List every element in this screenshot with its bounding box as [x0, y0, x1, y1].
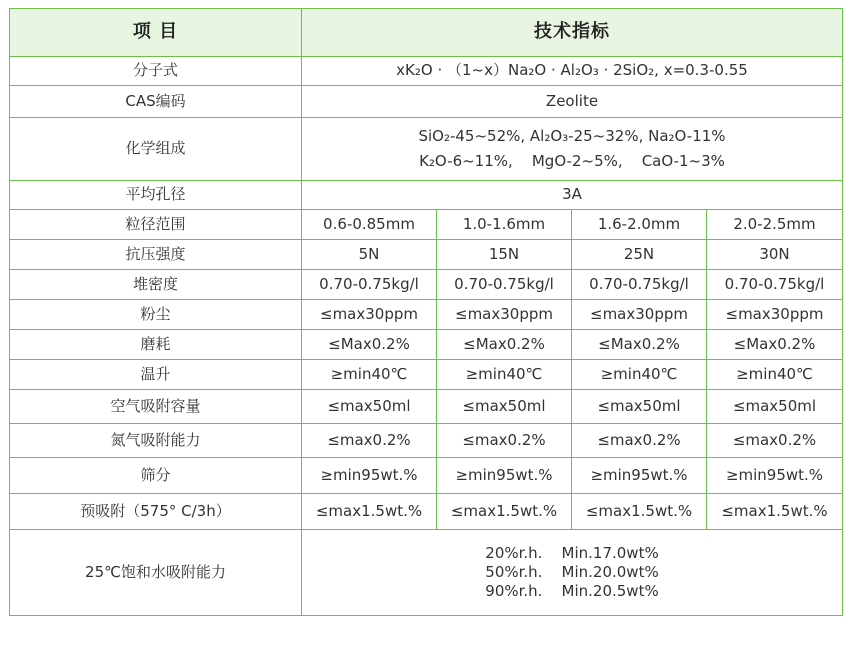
header-item: 项 目: [10, 9, 302, 57]
row-value: ≤max1.5wt.%: [572, 494, 707, 530]
row-value: 0.70-0.75kg/l: [707, 270, 843, 300]
row-value: ≥min95wt.%: [572, 458, 707, 494]
row-value: xK₂O · （1~x）Na₂O · Al₂O₃ · 2SiO₂, x=0.3-0.55: [302, 57, 843, 86]
row-value: ≥min95wt.%: [707, 458, 843, 494]
row-value: 0.70-0.75kg/l: [437, 270, 572, 300]
row-value: ≤max30ppm: [707, 300, 843, 330]
row-label: 粉尘: [10, 300, 302, 330]
table-row: [10, 360, 843, 390]
row-value: ≤max50ml: [572, 390, 707, 424]
composition-line-2: K₂O-6~11%, MgO-2~5%, CaO-1~3%: [419, 152, 725, 170]
water-line-1: 20%r.h. Min.17.0wt%: [485, 543, 659, 562]
table-row: [10, 390, 843, 424]
water-line-3: 90%r.h. Min.20.5wt%: [485, 582, 659, 601]
row-value: ≤max0.2%: [302, 424, 437, 458]
row-value: 0.6-0.85mm: [302, 210, 437, 240]
row-label: 磨耗: [10, 330, 302, 360]
table-row: [10, 458, 843, 494]
row-value: ≤Max0.2%: [437, 330, 572, 360]
table-row: [10, 210, 843, 240]
table-row: [10, 530, 843, 616]
table-header-row: [10, 9, 843, 57]
row-label: 预吸附（575° C/3h）: [10, 494, 302, 530]
row-value: ≤max1.5wt.%: [707, 494, 843, 530]
table-row: [10, 118, 843, 181]
row-value: 0.70-0.75kg/l: [302, 270, 437, 300]
table-row: [10, 57, 843, 86]
row-value: ≥min40℃: [437, 360, 572, 390]
row-value: ≤max0.2%: [437, 424, 572, 458]
table-row: [10, 424, 843, 458]
row-label: 化学组成: [10, 118, 302, 181]
row-value: ≤max30ppm: [437, 300, 572, 330]
row-value: ≤Max0.2%: [302, 330, 437, 360]
row-value: ≤max30ppm: [572, 300, 707, 330]
row-label: 温升: [10, 360, 302, 390]
row-value: 0.70-0.75kg/l: [572, 270, 707, 300]
row-value: ≤max0.2%: [572, 424, 707, 458]
row-value: ≤max50ml: [302, 390, 437, 424]
row-label: 筛分: [10, 458, 302, 494]
row-value: 3A: [302, 181, 843, 210]
row-value: 5N: [302, 240, 437, 270]
water-line-2: 50%r.h. Min.20.0wt%: [485, 562, 659, 581]
row-label: 平均孔径: [10, 181, 302, 210]
row-value: [302, 530, 843, 616]
row-label: 分子式: [10, 57, 302, 86]
row-value: ≤max0.2%: [707, 424, 843, 458]
row-label: CAS编码: [10, 86, 302, 118]
row-value: ≤Max0.2%: [707, 330, 843, 360]
table-row: [10, 86, 843, 118]
row-value: 30N: [707, 240, 843, 270]
table-row: [10, 494, 843, 530]
row-value: ≤max1.5wt.%: [437, 494, 572, 530]
row-value: ≤Max0.2%: [572, 330, 707, 360]
header-spec: 技术指标: [302, 9, 843, 57]
row-value: [302, 118, 843, 181]
row-value: 15N: [437, 240, 572, 270]
row-label: 粒径范围: [10, 210, 302, 240]
row-label: 抗压强度: [10, 240, 302, 270]
table-row: [10, 300, 843, 330]
row-value: ≥min40℃: [302, 360, 437, 390]
table-row: [10, 181, 843, 210]
table-row: [10, 330, 843, 360]
row-value: Zeolite: [302, 86, 843, 118]
row-label: 25℃饱和水吸附能力: [10, 530, 302, 616]
row-value: 25N: [572, 240, 707, 270]
row-label: 空气吸附容量: [10, 390, 302, 424]
composition-line-1: SiO₂-45~52%, Al₂O₃-25~32%, Na₂O-11%: [418, 126, 726, 145]
row-value: ≤max50ml: [707, 390, 843, 424]
row-value: 1.0-1.6mm: [437, 210, 572, 240]
table-row: [10, 240, 843, 270]
row-label: 氮气吸附能力: [10, 424, 302, 458]
row-value: ≥min95wt.%: [437, 458, 572, 494]
row-value: ≥min40℃: [707, 360, 843, 390]
table-row: [10, 270, 843, 300]
row-label: 堆密度: [10, 270, 302, 300]
row-value: ≤max1.5wt.%: [302, 494, 437, 530]
row-value: ≥min40℃: [572, 360, 707, 390]
row-value: ≤max50ml: [437, 390, 572, 424]
row-value: ≥min95wt.%: [302, 458, 437, 494]
spec-table: [9, 8, 843, 616]
row-value: ≤max30ppm: [302, 300, 437, 330]
row-value: 1.6-2.0mm: [572, 210, 707, 240]
water-adsorption-list: [485, 545, 658, 601]
row-value: 2.0-2.5mm: [707, 210, 843, 240]
